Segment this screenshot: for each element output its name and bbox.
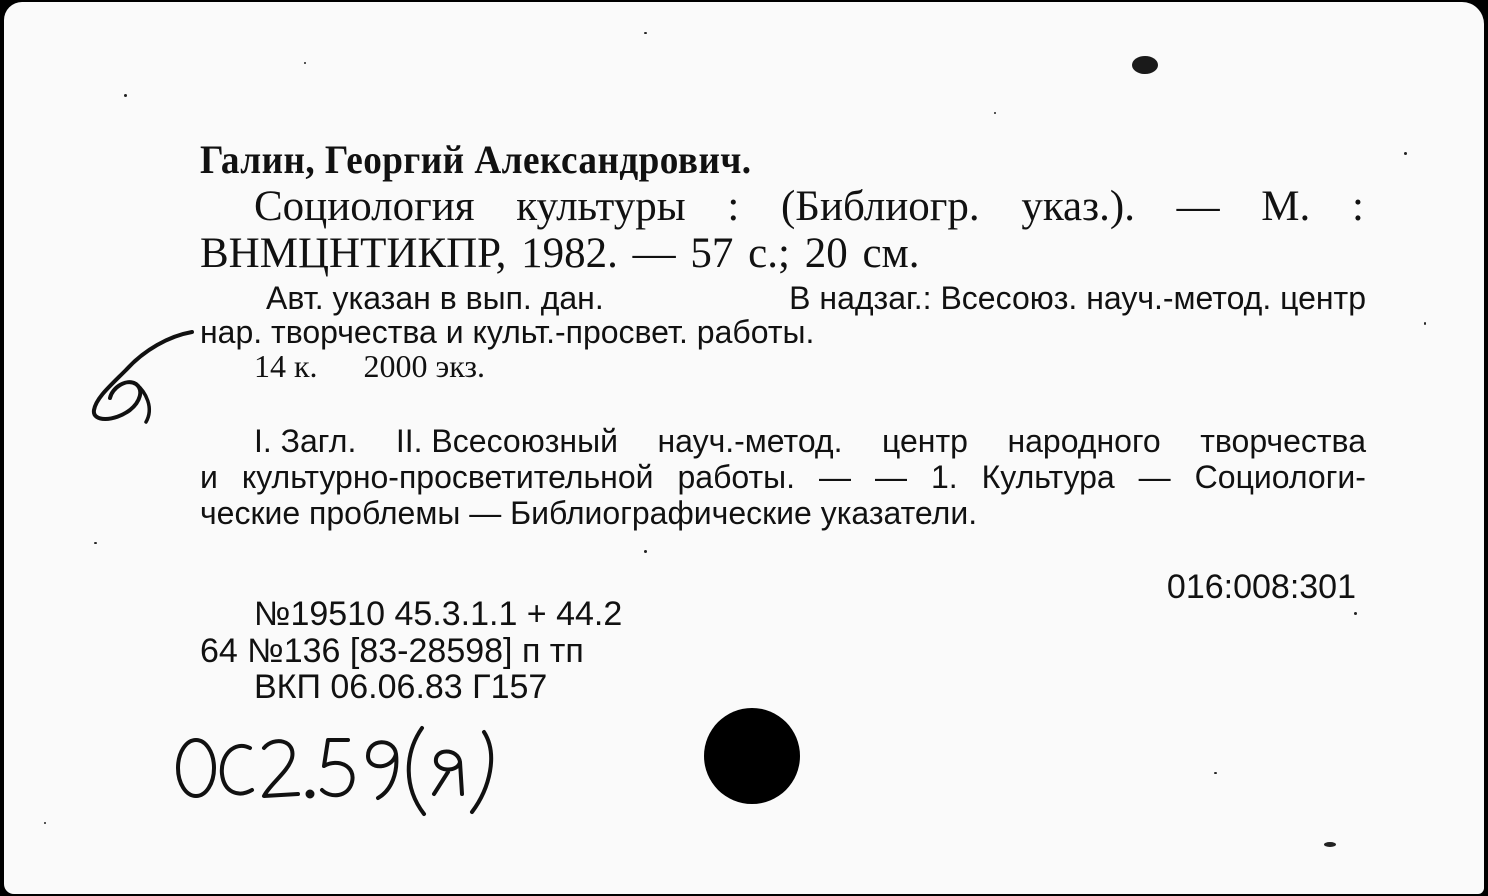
tracing-word: II. Всесоюзный — [395, 423, 618, 459]
title-word: Социология — [254, 183, 475, 230]
speckle — [644, 32, 647, 34]
tracing-word: 1. — [930, 459, 958, 495]
speckle — [1324, 842, 1336, 847]
speckle — [124, 94, 127, 97]
speckle — [44, 822, 46, 824]
title-word: (Библиогр. — [780, 183, 980, 230]
price-line — [254, 348, 523, 385]
tracing-word: творчества — [1200, 423, 1366, 459]
tracing-word: Культура — [981, 459, 1115, 495]
title-word: — — [1176, 183, 1220, 230]
tracings-line-1 — [254, 423, 1366, 460]
price: 14 к. — [254, 348, 318, 384]
tracing-word: — — [819, 459, 852, 495]
classification-code-line-1: №19510 45.3.1.1 + 44.2 — [254, 595, 623, 633]
punch-hole — [704, 708, 800, 804]
title-word: культуры — [516, 183, 686, 230]
tracing-word: народного — [1007, 423, 1161, 459]
author-note: Авт. указан в вып. дан. — [266, 280, 604, 316]
speckle — [1214, 772, 1217, 774]
tracing-word: — — [1138, 459, 1171, 495]
classification-code-line-3: ВКП 06.06.83 Г157 — [254, 668, 548, 706]
author-heading: Галин, Георгий Александрович. — [200, 137, 752, 182]
tracing-word: культурно-просветительной — [241, 459, 654, 495]
ink-blot — [1132, 56, 1158, 74]
tracings-line-2 — [200, 459, 1366, 496]
speckle — [1424, 322, 1426, 325]
speckle — [94, 542, 97, 544]
title-word: : — [1351, 183, 1364, 230]
speckle — [1404, 152, 1407, 155]
tracing-word: науч.-метод. — [657, 423, 843, 459]
tracings-line-3: ческие проблемы — Библиографические указатели. — [200, 495, 978, 531]
title-line-1 — [254, 182, 1364, 231]
header-note: В надзаг.: Всесоюз. науч.-метод. центр — [789, 280, 1366, 316]
tracing-word: Социологи- — [1194, 459, 1366, 495]
note-line-1 — [266, 280, 1366, 317]
tracing-word: I. Загл. — [254, 423, 357, 459]
tracing-word: центр — [882, 423, 968, 459]
catalog-card — [4, 2, 1484, 894]
shelfmark-drawing — [172, 714, 512, 824]
udc-index: 016:008:301 — [1166, 568, 1356, 606]
handwritten-mark — [74, 318, 194, 428]
tracing-word: и — [200, 459, 218, 495]
imprint-line: ВНМЦНТИКПР, 1982. — 57 с.; 20 см. — [200, 230, 920, 277]
speckle — [1354, 612, 1357, 615]
handwritten-shelfmark — [172, 714, 512, 829]
title-word: указ.). — [1021, 183, 1135, 230]
note-line-2: нар. творчества и культ.-просвет. работы. — [200, 314, 815, 350]
tracing-word: работы. — [677, 459, 796, 495]
print-run: 2000 экз. — [363, 348, 486, 384]
tracing-word: — — [875, 459, 907, 495]
title-word: М. — [1261, 183, 1311, 230]
classification-code-line-2: 64 №136 [83-28598] п тп — [200, 632, 584, 670]
speckle — [644, 550, 647, 553]
speckle — [994, 112, 996, 114]
speckle — [304, 62, 306, 64]
title-word: : — [727, 183, 740, 230]
